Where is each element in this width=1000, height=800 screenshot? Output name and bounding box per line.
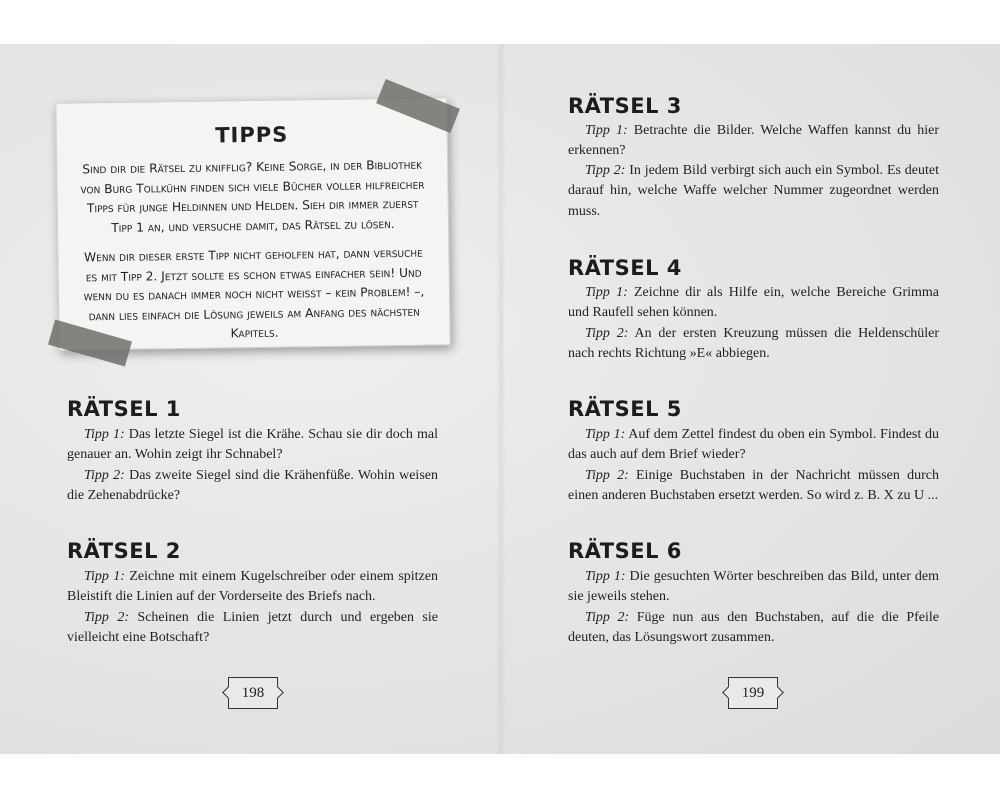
raetsel-2-heading: RÄTSEL 2 [67, 539, 181, 563]
raetsel-6-tip-2: Tipp 2: Füge nun aus den Buchstaben, auf die die Pfeile deuten, das Lösungswort zusammen. [568, 610, 939, 646]
raetsel-3-heading: RÄTSEL 3 [568, 94, 682, 118]
raetsel-1-tip-2: Tipp 2: Das zweite Siegel sind die Krähenfüße. Wohin weisen die Zehenabdrücke? [67, 468, 438, 504]
tipps-paragraph-2: Wenn dir dieser erste Tipp nicht geholfen hat, dann versuche es mit Tipp 2. Jetzt sollte es schon etwas einfacher sein! Und wenn du es danach immer noch nicht weißt – kein Problem! –, dann lies einfach die Lösung jeweils am Anfang des nächsten Kapitels. [83, 245, 425, 341]
page-number-left: 198 [228, 677, 278, 709]
raetsel-3-tip-1: Tipp 1: Betrachte die Bilder. Welche Waffen kannst du hier erkennen? [568, 123, 939, 159]
raetsel-4-tip-2: Tipp 2: An der ersten Kreuzung müssen die Heldenschüler nach rechts Richtung »E« abbiegen. [568, 326, 939, 362]
tipps-note [55, 97, 450, 350]
raetsel-2-tip-1: Tipp 1: Zeichne mit einem Kugelschreiber oder einem spitzen Bleistift die Linien auf der Vorderseite des Briefs nach. [67, 569, 438, 605]
raetsel-1-tip-1: Tipp 1: Das letzte Siegel ist die Krähe. Schau sie dir doch mal genauer an. Wohin zeigt ihr Schnabel? [67, 427, 438, 463]
tipps-paragraph-1: Sind dir die Rätsel zu knifflig? Keine Sorge, in der Bibliothek von Burg Tollkühn finden sich viele Bücher voller hilfreicher Tipps für junge Heldinnen und Helden. Sieh dir immer zuerst Tipp 1 an, und versuche damit, das Rätsel zu lösen. [80, 157, 425, 235]
raetsel-4-tip-1: Tipp 1: Zeichne dir als Hilfe ein, welche Bereiche Grimma und Raufell sehen können. [568, 285, 939, 321]
raetsel-1-heading: RÄTSEL 1 [67, 397, 181, 421]
raetsel-5-heading: RÄTSEL 5 [568, 397, 682, 421]
raetsel-6-tip-1: Tipp 1: Die gesuchten Wörter beschreiben das Bild, unter dem sie jeweils stehen. [568, 569, 939, 605]
raetsel-5-tip-2: Tipp 2: Einige Buchstaben in der Nachricht müssen durch einen anderen Buchstaben ersetzt werden. So wird z. B. X zu U ... [568, 468, 939, 504]
page-number-right: 199 [728, 677, 778, 709]
raetsel-5-tip-1: Tipp 1: Auf dem Zettel findest du oben ein Symbol. Findest du das auch auf dem Brief wieder? [568, 427, 939, 463]
raetsel-6-heading: RÄTSEL 6 [568, 539, 682, 563]
raetsel-4-heading: RÄTSEL 4 [568, 256, 682, 280]
raetsel-3-tip-2: Tipp 2: In jedem Bild verbirgt sich auch ein Symbol. Es deutet darauf hin, welche Waffe welcher Nummer zugeordnet werden muss. [568, 163, 939, 219]
tipps-title: TIPPS [215, 122, 289, 148]
raetsel-2-tip-2: Tipp 2: Scheinen die Linien jetzt durch und ergeben sie vielleicht eine Botschaft? [67, 610, 438, 646]
